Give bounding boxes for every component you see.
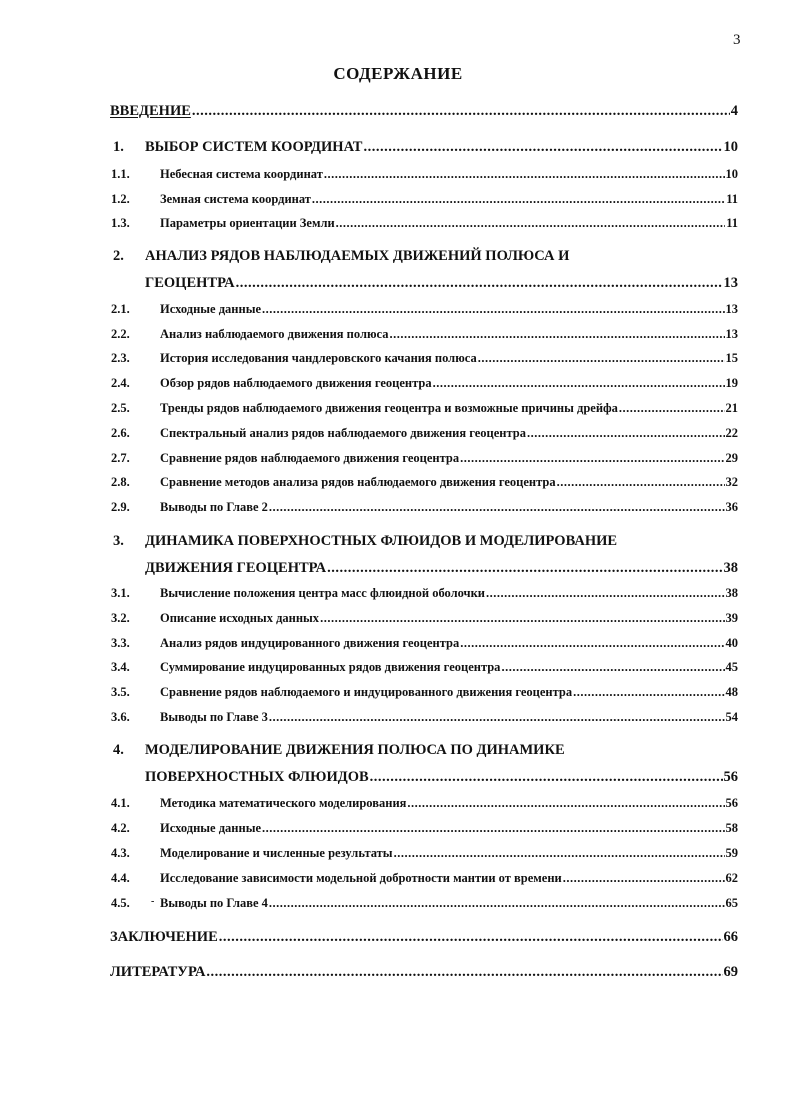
toc-page-number: 4 — [730, 103, 738, 119]
toc-page-number: 48 — [725, 685, 738, 699]
toc-item-text: Земная система координат — [160, 192, 311, 206]
dot-leader — [262, 302, 724, 317]
toc-item-text: Параметры ориентации Земли — [160, 216, 335, 230]
toc-chapter-number: 4. — [113, 742, 124, 758]
toc-item-number: 4.5. — [111, 896, 130, 910]
toc-chapter-title: ДИНАМИКА ПОВЕРХНОСТНЫХ ФЛЮИДОВ И МОДЕЛИРОВАНИЕ — [145, 533, 618, 549]
toc-page-number: 45 — [725, 660, 738, 674]
toc-item-text: Выводы по Главе 3 — [160, 710, 268, 724]
toc-page-number: 62 — [725, 871, 738, 885]
toc-page-number: 66 — [723, 929, 738, 945]
toc-item-number: 1.2. — [111, 192, 130, 206]
toc-page-number: 56 — [723, 769, 738, 785]
toc-page-number: 22 — [725, 426, 738, 440]
toc-page-number: 11 — [726, 216, 738, 230]
dot-leader — [192, 103, 730, 120]
toc-page-number: 38 — [723, 560, 738, 576]
toc-item-number: 2.3. — [111, 351, 130, 365]
toc-page-number: 58 — [725, 821, 738, 835]
dot-leader — [336, 216, 726, 231]
dot-leader — [262, 821, 724, 836]
toc-item-text: Выводы по Главе 2 — [160, 500, 268, 514]
dot-leader — [619, 401, 725, 416]
toc-chapter-title: ВЫБОР СИСТЕМ КООРДИНАТ — [145, 139, 363, 155]
dot-leader — [394, 846, 725, 861]
toc-page-number: 21 — [725, 401, 738, 415]
toc-chapter-title: АНАЛИЗ РЯДОВ НАБЛЮДАЕМЫХ ДВИЖЕНИЙ ПОЛЮСА И — [145, 248, 570, 264]
toc-item-number: 3.4. — [111, 660, 130, 674]
stray-mark: - — [151, 896, 155, 907]
toc-item-number: 2.5. — [111, 401, 130, 415]
toc-page-number: 69 — [723, 964, 738, 980]
toc-chapter-number: 2. — [113, 248, 124, 264]
toc-item-text: Тренды рядов наблюдаемого движения геоцентра и возможные причины дрейфа — [160, 401, 618, 415]
toc-item-number: 4.1. — [111, 796, 130, 810]
dot-leader — [219, 929, 723, 946]
dot-leader — [478, 351, 725, 366]
page-number: 3 — [733, 32, 741, 48]
toc-item-text: Исследование зависимости модельной добротности мантии от времени — [160, 871, 562, 885]
toc-item-number: 2.9. — [111, 500, 130, 514]
toc-page-number: 29 — [725, 451, 738, 465]
dot-leader — [486, 586, 724, 601]
toc-page-number: 13 — [725, 327, 738, 341]
toc-item-text: Анализ рядов индуцированного движения геоцентра — [160, 636, 460, 650]
dot-leader — [269, 710, 725, 725]
toc-page-number: 15 — [725, 351, 738, 365]
dot-leader — [527, 426, 725, 441]
dot-leader — [460, 451, 724, 466]
dot-leader — [389, 327, 724, 342]
toc-item-number: 1.3. — [111, 216, 130, 230]
toc-item-number: 3.6. — [111, 710, 130, 724]
toc-page-number: 10 — [725, 167, 738, 181]
toc-item-text: Сравнение методов анализа рядов наблюдаемого движения геоцентра — [160, 475, 556, 489]
toc-item-text: Небесная система координат — [160, 167, 323, 181]
toc-page-number: 59 — [725, 846, 738, 860]
dot-leader — [460, 636, 724, 651]
toc-page-number: 13 — [725, 302, 738, 316]
toc-item-text: Спектральный анализ рядов наблюдаемого движения геоцентра — [160, 426, 526, 440]
toc-page-number: 13 — [723, 275, 738, 291]
toc-page-number: 39 — [725, 611, 738, 625]
toc-item-text: Исходные данные — [160, 302, 262, 316]
toc-page-number: 19 — [725, 376, 738, 390]
dot-leader — [269, 896, 725, 911]
dot-leader — [327, 560, 722, 577]
toc-item-text: История исследования чандлеровского качания полюса — [160, 351, 477, 365]
toc-page-number: 54 — [725, 710, 738, 724]
toc-item-number: 2.6. — [111, 426, 130, 440]
toc-item-text: Суммирование индуцированных рядов движения геоцентра — [160, 660, 501, 674]
toc-item-number: 4.4. — [111, 871, 130, 885]
toc-page-number: 40 — [725, 636, 738, 650]
toc-item-text: Сравнение рядов наблюдаемого и индуцированного движения геоцентра — [160, 685, 573, 699]
toc-page-number: 11 — [726, 192, 738, 206]
dot-leader — [269, 500, 725, 515]
toc-item-text: Обзор рядов наблюдаемого движения геоцентра — [160, 376, 432, 390]
toc-item-number: 2.2. — [111, 327, 130, 341]
toc-chapter-title-cont: ПОВЕРХНОСТНЫХ ФЛЮИДОВ — [145, 769, 369, 785]
toc-item-text: Анализ наблюдаемого движения полюса — [160, 327, 389, 341]
toc-item-text: Выводы по Главе 4 — [160, 896, 268, 910]
dot-leader — [501, 660, 724, 675]
toc-entry-text: ВВЕДЕНИЕ — [110, 103, 191, 119]
dot-leader — [407, 796, 724, 811]
toc-item-number: 3.2. — [111, 611, 130, 625]
dot-leader — [363, 139, 722, 156]
toc-chapter-number: 1. — [113, 139, 124, 155]
dot-leader — [433, 376, 725, 391]
dot-leader — [370, 769, 723, 786]
toc-chapter-title: МОДЕЛИРОВАНИЕ ДВИЖЕНИЯ ПОЛЮСА ПО ДИНАМИКЕ — [145, 742, 565, 758]
toc-item-number: 2.1. — [111, 302, 130, 316]
toc-item-text: Описание исходных данных — [160, 611, 320, 625]
toc-item-text: Моделирование и численные результаты — [160, 846, 393, 860]
toc-page-number: 56 — [725, 796, 738, 810]
dot-leader — [324, 167, 725, 182]
toc-chapter-title-cont: ГЕОЦЕНТРА — [145, 275, 235, 291]
page-title: СОДЕРЖАНИЕ — [333, 64, 463, 83]
toc-page-number: 38 — [725, 586, 738, 600]
toc-entry-text: ЛИТЕРАТУРА — [110, 964, 206, 980]
dot-leader — [557, 475, 725, 490]
toc-item-text: Методика математического моделирования — [160, 796, 407, 810]
toc-page-number: 65 — [725, 896, 738, 910]
toc-item-text: Вычисление положения центра масс флюидной оболочки — [160, 586, 486, 600]
dot-leader — [563, 871, 725, 886]
toc-item-number: 2.4. — [111, 376, 130, 390]
toc-page-number: 32 — [725, 475, 738, 489]
dot-leader — [206, 964, 722, 981]
toc-item-number: 2.7. — [111, 451, 130, 465]
toc-chapter-title-cont: ДВИЖЕНИЯ ГЕОЦЕНТРА — [145, 560, 327, 576]
toc-item-text: Исходные данные — [160, 821, 262, 835]
toc-item-number: 4.2. — [111, 821, 130, 835]
dot-leader — [312, 192, 725, 207]
toc-item-number: 3.1. — [111, 586, 130, 600]
toc-item-text: Сравнение рядов наблюдаемого движения геоцентра — [160, 451, 460, 465]
toc-page-number: 10 — [723, 139, 738, 155]
dot-leader — [236, 275, 723, 292]
toc-page-number: 36 — [725, 500, 738, 514]
toc-item-number: 2.8. — [111, 475, 130, 489]
toc-entry-text: ЗАКЛЮЧЕНИЕ — [110, 929, 218, 945]
toc-item-number: 4.3. — [111, 846, 130, 860]
toc-item-number: 3.5. — [111, 685, 130, 699]
dot-leader — [573, 685, 724, 700]
toc-chapter-number: 3. — [113, 533, 124, 549]
dot-leader — [320, 611, 724, 626]
toc-item-number: 1.1. — [111, 167, 130, 181]
toc-item-number: 3.3. — [111, 636, 130, 650]
